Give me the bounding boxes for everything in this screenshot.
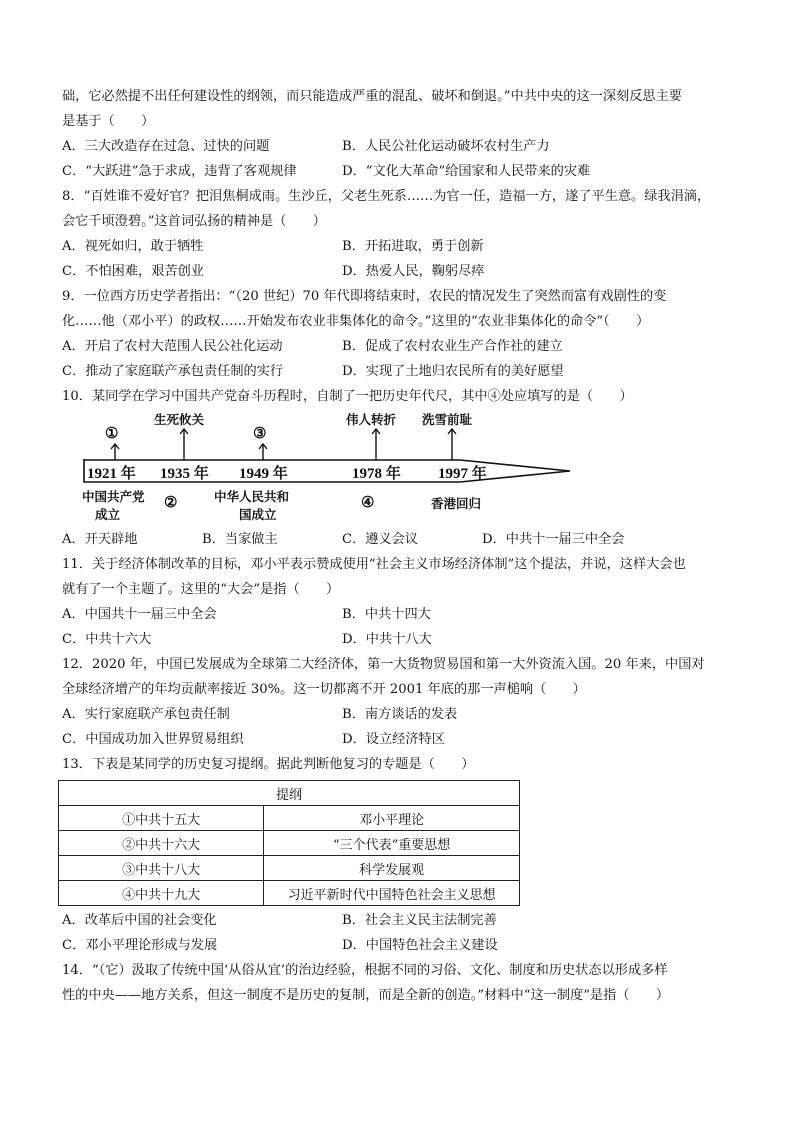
timeline-bottom-3a: 中华人民共和 <box>214 489 290 504</box>
q11-option-b[interactable]: B．中共十四大 <box>342 607 431 622</box>
outline-cell-congress: ①中共十五大 <box>59 806 264 831</box>
q9-options-row2 <box>62 359 742 384</box>
outline-cell-congress: ④中共十九大 <box>59 881 264 906</box>
q8-option-b[interactable]: B．开拓进取，勇于创新 <box>342 239 484 254</box>
timeline-top-1: ① <box>105 424 119 442</box>
q11-stem-line2: 就有了一个主题了。这里的“大会”是指（ ） <box>62 582 340 597</box>
exam-page <box>62 84 742 1008</box>
q14-stem-line1: 14．“（它）汲取了传统中国‘从俗从宜’的治边经验，根据不同的习俗、文化、制度和历史状态以形成多样 <box>62 963 668 978</box>
table-row <box>59 881 520 906</box>
q7-options-row1 <box>62 134 742 159</box>
q13-options-row1 <box>62 908 742 933</box>
table-row <box>59 856 520 881</box>
q7-option-c[interactable]: C．“大跃进”急于求成，违背了客观规律 <box>62 164 297 179</box>
q9-options-row1 <box>62 334 742 359</box>
q11-option-a[interactable]: A．中国共十一届三中全会 <box>62 607 217 622</box>
timeline-bottom-4: ④ <box>361 493 375 511</box>
q14-stem-line2: 性的中央——地方关系，但这一制度不是历史的复制，而是全新的创造。”材料中“这一制度”是指（ ） <box>62 988 670 1003</box>
q13-options-row2 <box>62 933 742 958</box>
table-row <box>59 831 520 856</box>
q12-option-d[interactable]: D．设立经济特区 <box>342 732 445 747</box>
q12-stem-line1: 12．2020 年，中国已发展成为全球第二大经济体，第一大货物贸易国和第一大外资流入国。20 年来，中国对 <box>62 657 705 672</box>
q7-stem-line2: 是基于（ ） <box>62 114 155 129</box>
q9-option-d[interactable]: D．实现了土地归农民所有的美好愿望 <box>342 364 564 379</box>
q8-option-d[interactable]: D．热爱人民，鞠躬尽瘁 <box>342 264 485 279</box>
q8-options-row1 <box>62 234 742 259</box>
timeline-top-4: 伟人转折 <box>346 412 397 427</box>
q7-option-d[interactable]: D．“文化大革命”给国家和人民带来的灾难 <box>342 164 591 179</box>
timeline-year-2: 1935 年 <box>160 466 209 482</box>
timeline-top-2: 生死攸关 <box>154 412 205 427</box>
outline-cell-congress: ②中共十六大 <box>59 831 264 856</box>
q10-options-row <box>62 527 742 552</box>
timeline-bottom-1b: 成立 <box>95 507 121 522</box>
q11-option-c[interactable]: C．中共十六大 <box>62 632 152 647</box>
timeline-bottom-5: 香港回归 <box>431 496 482 511</box>
q11-option-d[interactable]: D．中共十八大 <box>342 632 432 647</box>
q8-option-a[interactable]: A．视死如归，敢于牺牲 <box>62 239 204 254</box>
q9-stem-line2: 化……他（邓小平）的政权……开始发布农业非集体化的命令。”这里的“农业非集体化的命令”（ ） <box>62 314 650 329</box>
outline-table <box>58 780 520 906</box>
q13-option-a[interactable]: A．改革后中国的社会变化 <box>62 913 217 928</box>
q10-stem: 10．某同学在学习中国共产党奋斗历程时，自制了一把历史年代尺，其中④处应填写的是（ ） <box>62 389 633 404</box>
timeline-bottom-3b: 国成立 <box>239 507 277 522</box>
q13-option-c[interactable]: C．邓小平理论形成与发展 <box>62 938 218 953</box>
q8-options-row2 <box>62 259 742 284</box>
q13-stem: 13．下表是某同学的历史复习提纲。据此判断他复习的专题是（ ） <box>62 757 475 772</box>
q11-options-row1 <box>62 602 742 627</box>
q12-options-row1 <box>62 702 742 727</box>
q9-option-c[interactable]: C．推动了家庭联产承包责任制的实行 <box>62 364 284 379</box>
q8-option-c[interactable]: C．不怕困难，艰苦创业 <box>62 264 204 279</box>
q13-option-b[interactable]: B．社会主义民主法制完善 <box>342 913 497 928</box>
table-row <box>59 806 520 831</box>
q7-options-row2 <box>62 159 742 184</box>
q12-option-b[interactable]: B．南方谈话的发表 <box>342 707 458 722</box>
outline-cell-congress: ③中共十八大 <box>59 856 264 881</box>
timeline-year-5: 1997 年 <box>438 466 487 482</box>
outline-cell-theory: “三个代表”重要思想 <box>264 831 520 856</box>
q10-option-d[interactable]: D．中共十一届三中全会 <box>482 532 625 547</box>
q9-option-a[interactable]: A．开启了农村大范围人民公社化运动 <box>62 339 283 354</box>
outline-header: 提纲 <box>59 781 520 806</box>
q9-stem-line1: 9．一位西方历史学者指出：“（20 世纪）70 年代即将结束时，农民的情况发生了突然而富有戏剧性的变 <box>62 289 667 304</box>
outline-header-row <box>59 781 520 806</box>
q11-options-row2 <box>62 627 742 652</box>
q12-option-c[interactable]: C．中国成功加入世界贸易组织 <box>62 732 244 747</box>
q12-option-a[interactable]: A．实行家庭联产承包责任制 <box>62 707 230 722</box>
outline-cell-theory: 习近平新时代中国特色社会主义思想 <box>264 881 520 906</box>
q12-options-row2 <box>62 727 742 752</box>
outline-cell-theory: 科学发展观 <box>264 856 520 881</box>
q8-stem-line2: 会它千顷澄碧。”这首词弘扬的精神是（ ） <box>62 214 326 229</box>
q13-option-d[interactable]: D．中国特色社会主义建设 <box>342 938 498 953</box>
q8-stem-line1: 8．“百姓谁不爱好官？把泪焦桐成雨。生沙丘，父老生死系……为官一任，造福一方，遂了平生意。绿我涓滴， <box>62 189 711 204</box>
timeline-bottom-2: ② <box>164 493 178 511</box>
timeline-year-4: 1978 年 <box>352 466 401 482</box>
q7-option-a[interactable]: A．三大改造存在过急、过快的问题 <box>62 139 270 154</box>
q10-option-b[interactable]: B．当家做主 <box>202 532 278 547</box>
q12-stem-line2: 全球经济增产的年均贡献率接近 30%。这一切都离不开 2001 年底的那一声槌响（ ） <box>62 682 586 697</box>
timeline-year-3: 1949 年 <box>239 466 288 482</box>
outline-cell-theory: 邓小平理论 <box>264 806 520 831</box>
timeline-top-3: ③ <box>253 424 267 442</box>
timeline-bottom-1a: 中国共产党 <box>82 489 145 504</box>
q11-stem-line1: 11．关于经济体制改革的目标，邓小平表示赞成使用“社会主义市场经济体制”这个提法，并说，这样大会也 <box>62 557 686 572</box>
timeline-top-5: 洗雪前耻 <box>422 412 473 427</box>
q7-stem-line1: 础，它必然提不出任何建设性的纲领，而只能造成严重的混乱、破坏和倒退。”中共中央的这一深刻反思主要 <box>62 89 682 104</box>
timeline-bar <box>84 459 570 482</box>
q7-option-b[interactable]: B．人民公社化运动破坏农村生产力 <box>342 139 550 154</box>
q10-option-a[interactable]: A．开天辟地 <box>62 532 138 547</box>
timeline-ruler <box>62 409 742 527</box>
q10-option-c[interactable]: C．遵义会议 <box>342 532 419 547</box>
timeline-year-1: 1921 年 <box>87 466 136 482</box>
q9-option-b[interactable]: B．促成了农村农业生产合作社的建立 <box>342 339 563 354</box>
